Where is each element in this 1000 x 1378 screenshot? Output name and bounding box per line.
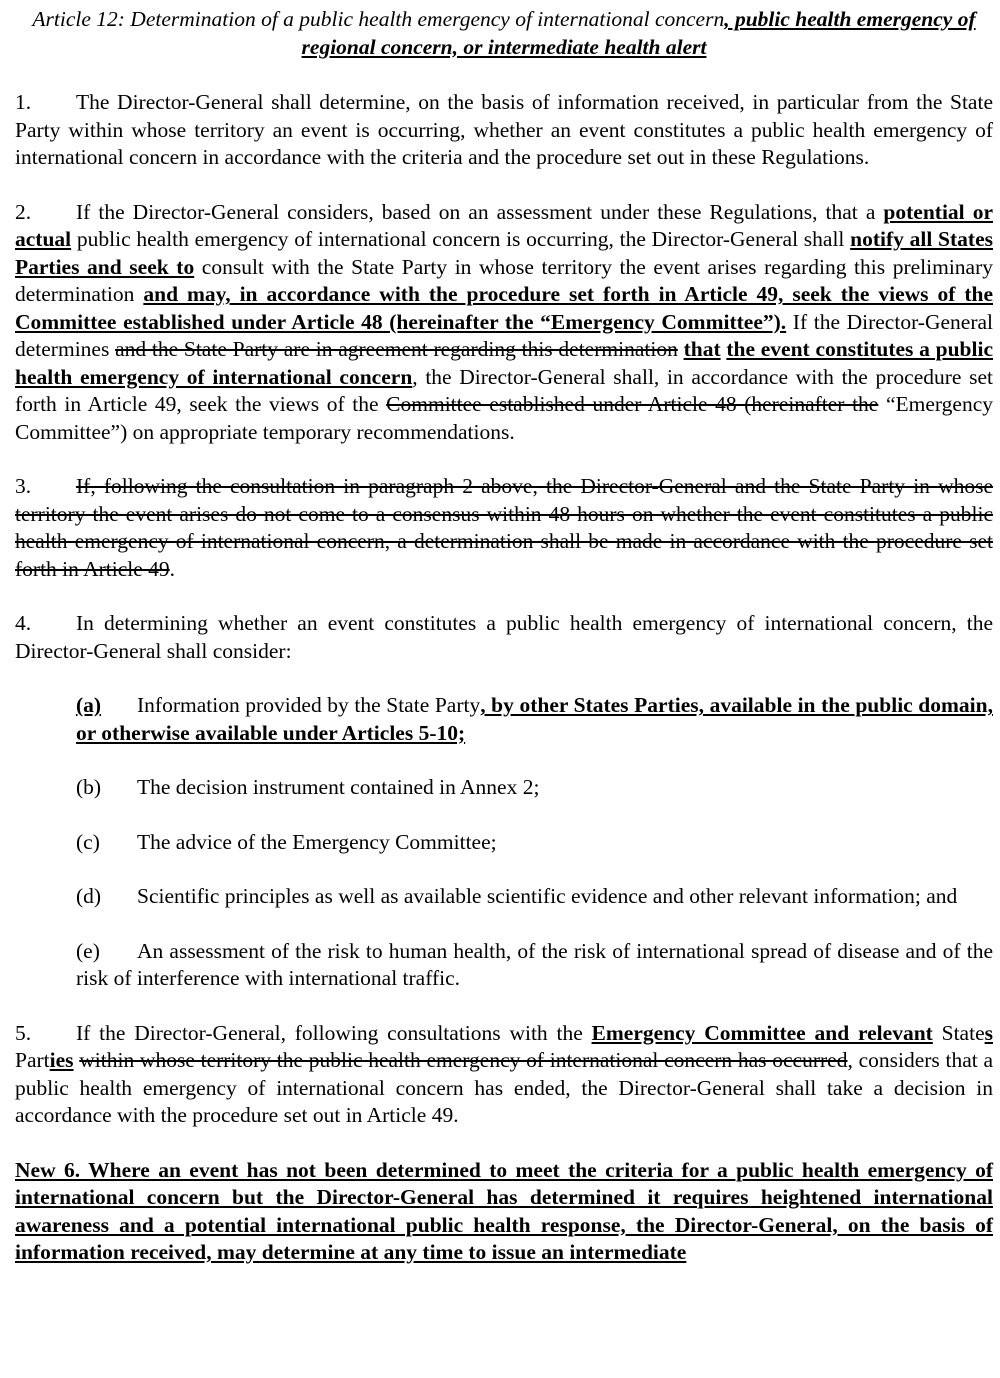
paragraph-number: 5. (15, 1020, 32, 1045)
inserted-text: and may, in accordance with the procedure set forth in Article 49, seek the views of the Committee established under Article 48 (hereinafter the “Emergency Committee”). (15, 282, 993, 334)
subparagraph-label: (d) (76, 884, 102, 908)
document-page (15, 6, 993, 1267)
inserted-text: Emergency Committee and relevant (591, 1020, 933, 1045)
deleted-text: Committee established under Article 48 (hereinafter the (386, 392, 879, 416)
inserted-text: the event constitutes a public health emergency of international concern (15, 337, 994, 389)
subparagraph-label: (e) (76, 938, 100, 963)
article-title-main: Article 12: Determination of a public health emergency of international concern (32, 7, 725, 31)
text-run: If the Director-General determines (15, 309, 993, 361)
subparagraph-text: An assessment of the risk to human health, of the risk of international spread of disease and of the risk of interference with international traffic. (76, 938, 993, 990)
paragraph-1 (15, 89, 993, 172)
subparagraph-text: The decision instrument contained in Annex 2; (137, 775, 540, 799)
paragraph-number: 4. (15, 611, 32, 635)
subparagraph-a (76, 692, 993, 747)
subparagraph-label: (b) (76, 775, 102, 799)
subparagraph-label: (c) (76, 829, 100, 854)
inserted-text: potential or (883, 199, 993, 224)
subparagraph-e (76, 938, 993, 993)
text-run: If the Director-General, following consultations with the (76, 1020, 592, 1045)
article-title-inserted: , public health emergency of regional concern, or intermediate health alert (301, 7, 976, 59)
text-run: “Emergency Committee”) on appropriate temporary recommendations. (15, 392, 993, 444)
article-title (15, 6, 993, 61)
subparagraph-b (76, 774, 993, 802)
inserted-text: ies (49, 1048, 74, 1072)
text-run: . (169, 556, 176, 581)
text-run: Part (15, 1048, 50, 1072)
subparagraph-text: The advice of the Emergency Committee; (137, 829, 497, 854)
text-run: Information provided by the State Party (137, 693, 481, 717)
text-run: consult with the State Party in whose territory the event arises regarding this preliminary determination (15, 254, 994, 306)
deleted-text: within whose territory the public health emergency of international concern has occurred (79, 1048, 848, 1072)
inserted-text: that (683, 337, 721, 361)
paragraph-3 (15, 473, 993, 583)
paragraph-text: In determining whether an event constitutes a public health emergency of international concern, the Director-General shall consider: (15, 611, 993, 663)
paragraph-new-6: New 6. Where an event has not been determined to meet the criteria for a public health emergency of international concern but the Director-General has determined it requires heightened international awareness and a potential international public health response, the Director-General, on the basis of information received, may determine at any time to issue an intermediate (15, 1157, 993, 1264)
inserted-text: , by other States Parties, available in the public domain, or otherwise available under Articles 5-10; (76, 693, 993, 745)
deleted-text: If, following the consultation in paragraph 2 above, the Director-General and the State Party in whose territory the event arises do not come to a consensus within 48 hours on whether the event constitutes a public health emergency of international concern, a determination shall be made in accordance with the procedure set forth in Article 49 (15, 474, 993, 581)
subparagraph-c (76, 829, 993, 857)
subparagraph-label: (a) (76, 693, 102, 717)
inserted-text: actual (15, 227, 72, 251)
deleted-text: and the State Party are in agreement regarding this determination (115, 337, 678, 361)
text-run: If the Director-General considers, based on an assessment under these Regulations, that a (76, 199, 884, 224)
subparagraph-text: Scientific principles as well as available scientific evidence and other relevant information; and (137, 884, 958, 908)
paragraph-4 (15, 610, 993, 665)
paragraph-number: 2. (15, 199, 32, 224)
text-run: , the Director-General shall, in accordance with the procedure set forth in Article 49, seek the views of the (15, 364, 993, 416)
paragraph-2 (15, 199, 993, 447)
text-run: State (932, 1020, 985, 1045)
text-run: , considers that a public health emergency of international concern has ended, the Director-General shall take a decision in accordance with the procedure set out in Article 49. (15, 1048, 993, 1127)
paragraph-5 (15, 1020, 993, 1130)
text-run: public health emergency of international concern is occurring, the Director-General shall (71, 227, 851, 251)
inserted-text: s (984, 1020, 993, 1045)
inserted-text: notify all States Parties and seek to (15, 227, 993, 279)
paragraph-number: 3. (15, 474, 32, 498)
paragraph-text: The Director-General shall determine, on the basis of information received, in particular from the State Party within whose territory an event is occurring, whether an event constitutes a public health emergency of international concern in accordance with the criteria and the procedure set out in these Regulations. (15, 90, 993, 169)
paragraph-number: 1. (15, 90, 32, 114)
subparagraph-d (76, 883, 993, 911)
